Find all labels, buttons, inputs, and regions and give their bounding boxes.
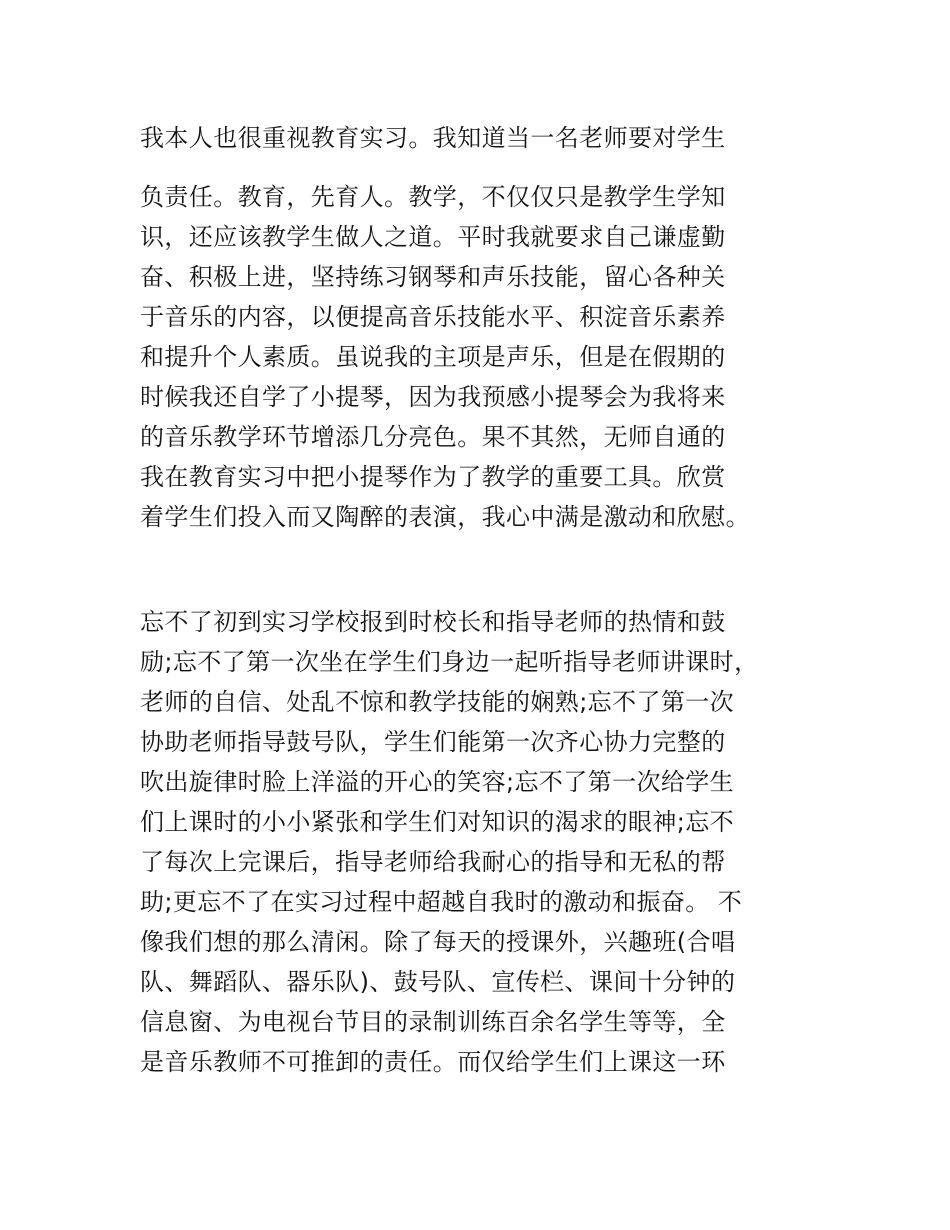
paragraph-2-line-6: 们上课时的小小紧张和学生们对知识的渴求的眼神;忘不 — [140, 808, 735, 836]
paragraph-2-line-10: 队、舞蹈队、器乐队)、鼓号队、宣传栏、课间十分钟的 — [140, 968, 736, 996]
paragraph-1-line-4: 奋、积极上进，坚持练习钢琴和声乐技能，留心各种关 — [140, 263, 726, 291]
paragraph-1-line-7: 时候我还自学了小提琴，因为我预感小提琴会为我将来 — [140, 383, 726, 411]
paragraph-1-line-1: 我本人也很重视教育实习。我知道当一名老师要对学生 — [140, 124, 726, 152]
paragraph-1-line-2: 负责任。教育，先育人。教学，不仅仅只是教学生学知 — [140, 183, 726, 211]
paragraph-2-line-5: 吹出旋律时脸上洋溢的开心的笑容;忘不了第一次给学生 — [140, 768, 735, 796]
paragraph-1-line-9: 我在教育实习中把小提琴作为了教学的重要工具。欣赏 — [140, 463, 726, 491]
paragraph-2-line-11: 信息窗、为电视台节目的录制训练百余名学生等等，全 — [140, 1008, 726, 1036]
paragraph-2-line-1: 忘不了初到实习学校报到时校长和指导老师的热情和鼓 — [140, 608, 726, 636]
paragraph-2-line-3: 老师的自信、处乱不惊和教学技能的娴熟;忘不了第一次 — [140, 688, 735, 716]
paragraph-1-line-3: 识，还应该教学生做人之道。平时我就要求自己谦虚勤 — [140, 223, 726, 251]
paragraph-2-line-4: 协助老师指导鼓号队，学生们能第一次齐心协力完整的 — [140, 728, 726, 756]
paragraph-2-line-2: 励;忘不了第一次坐在学生们身边一起听指导老师讲课时， — [140, 648, 759, 676]
paragraph-2-line-7: 了每次上完课后，指导老师给我耐心的指导和无私的帮 — [140, 848, 726, 876]
paragraph-2-line-9: 像我们想的那么清闲。除了每天的授课外，兴趣班(合唱 — [140, 928, 736, 956]
paragraph-1-line-6: 和提升个人素质。虽说我的主项是声乐，但是在假期的 — [140, 343, 726, 371]
paragraph-2-line-12: 是音乐教师不可推卸的责任。而仅给学生们上课这一环 — [140, 1048, 726, 1076]
paragraph-1-line-8: 的音乐教学环节增添几分亮色。果不其然，无师自通的 — [140, 423, 726, 451]
paragraph-2-line-8: 助;更忘不了在实习过程中超越自我时的激动和振奋。 不 — [140, 888, 743, 916]
paragraph-1-line-10: 着学生们投入而又陶醉的表演，我心中满是激动和欣慰。 — [140, 503, 750, 531]
paragraph-1-line-5: 于音乐的内容，以便提高音乐技能水平、积淀音乐素养 — [140, 303, 726, 331]
